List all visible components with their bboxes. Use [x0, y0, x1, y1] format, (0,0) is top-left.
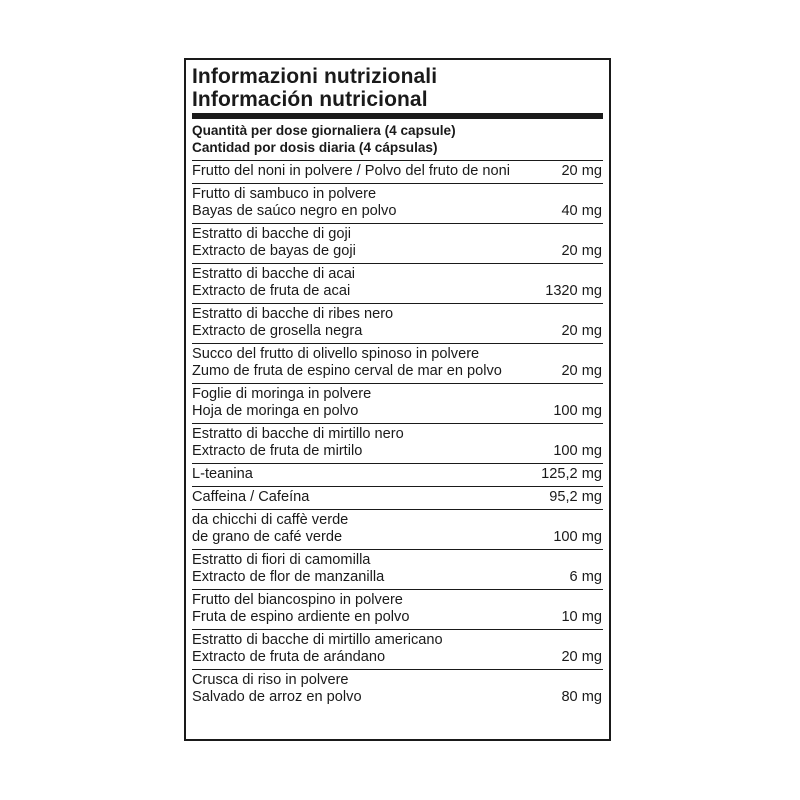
ingredient-names — [192, 672, 362, 706]
ingredient-name-spanish: Extracto de grosella negra — [192, 323, 363, 339]
ingredient-names — [192, 489, 309, 506]
ingredient-row — [192, 487, 603, 510]
ingredient-names — [192, 306, 393, 340]
ingredient-name-spanish: de grano de café verde — [192, 529, 343, 545]
ingredient-name-spanish: Fruta de espino ardiente en polvo — [192, 609, 410, 625]
ingredient-row — [192, 344, 603, 384]
ingredient-names — [192, 426, 404, 460]
ingredient-row — [192, 224, 603, 264]
serving-size-italian: Quantità per dose giornaliera (4 capsule) — [192, 123, 456, 138]
ingredient-name-italian: Estratto di bacche di acai — [192, 266, 356, 282]
ingredient-names — [192, 512, 348, 546]
ingredient-names — [192, 552, 384, 586]
ingredient-name-spanish: Extracto de bayas de goji — [192, 243, 356, 259]
ingredient-row — [192, 304, 603, 344]
nutrition-facts-panel — [184, 58, 611, 741]
ingredient-row — [192, 264, 603, 304]
ingredient-name-italian: Frutto del noni in polvere / Polvo del fruto de noni — [192, 163, 511, 179]
ingredient-amount: 100 mg — [553, 529, 602, 545]
ingredient-names — [192, 466, 253, 483]
ingredient-name-spanish: Salvado de arroz en polvo — [192, 689, 362, 705]
ingredient-amount: 100 mg — [553, 443, 602, 459]
ingredient-name-italian: Foglie di moringa in polvere — [192, 386, 372, 402]
ingredient-amount: 100 mg — [553, 403, 602, 419]
ingredient-amount: 80 mg — [561, 689, 602, 705]
ingredient-amount: 20 mg — [561, 243, 602, 259]
ingredient-name-spanish: Extracto de fruta de acai — [192, 283, 351, 299]
ingredient-row — [192, 384, 603, 424]
ingredient-amount: 40 mg — [561, 203, 602, 219]
ingredient-amount: 20 mg — [561, 649, 602, 665]
ingredient-name-italian: Estratto di bacche di mirtillo americano — [192, 632, 443, 648]
ingredient-name-italian: da chicchi di caffè verde — [192, 512, 349, 528]
panel-title-spanish: Información nutricional — [192, 88, 428, 111]
title-divider — [192, 113, 603, 119]
ingredient-name-italian: Caffeina / Cafeína — [192, 489, 310, 505]
ingredient-amount: 6 mg — [569, 569, 602, 585]
ingredient-row — [192, 630, 603, 670]
ingredient-row — [192, 424, 603, 464]
ingredient-list — [192, 161, 603, 709]
ingredient-names — [192, 592, 409, 626]
ingredient-amount: 20 mg — [561, 323, 602, 339]
ingredient-name-italian: Frutto del biancospino in polvere — [192, 592, 403, 608]
ingredient-amount: 1320 mg — [545, 283, 602, 299]
ingredient-amount: 95,2 mg — [549, 489, 602, 505]
ingredient-names — [192, 632, 443, 666]
ingredient-names — [192, 186, 396, 220]
serving-size — [192, 123, 603, 161]
ingredient-name-spanish: Hoja de moringa en polvo — [192, 403, 359, 419]
ingredient-row — [192, 670, 603, 709]
ingredient-name-spanish: Zumo de fruta de espino cerval de mar en polvo — [192, 363, 502, 379]
ingredient-row — [192, 590, 603, 630]
ingredient-names — [192, 163, 510, 180]
ingredient-amount: 20 mg — [561, 163, 602, 179]
ingredient-row — [192, 550, 603, 590]
ingredient-name-italian: L-teanina — [192, 466, 253, 482]
ingredient-name-spanish: Bayas de saúco negro en polvo — [192, 203, 397, 219]
ingredient-names — [192, 266, 355, 300]
ingredient-name-italian: Estratto di bacche di goji — [192, 226, 351, 242]
ingredient-name-italian: Crusca di riso in polvere — [192, 672, 349, 688]
ingredient-name-italian: Estratto di fiori di camomilla — [192, 552, 371, 568]
ingredient-names — [192, 226, 356, 260]
ingredient-amount: 10 mg — [561, 609, 602, 625]
ingredient-names — [192, 346, 502, 380]
ingredient-row — [192, 161, 603, 184]
ingredient-name-italian: Estratto di bacche di ribes nero — [192, 306, 394, 322]
ingredient-name-italian: Succo del frutto di olivello spinoso in polvere — [192, 346, 480, 362]
ingredient-name-italian: Estratto di bacche di mirtillo nero — [192, 426, 404, 442]
ingredient-name-spanish: Extracto de fruta de mirtilo — [192, 443, 363, 459]
panel-title-italian: Informazioni nutrizionali — [192, 65, 438, 88]
ingredient-name-spanish: Extracto de fruta de arándano — [192, 649, 386, 665]
ingredient-names — [192, 386, 371, 420]
ingredient-row — [192, 464, 603, 487]
ingredient-row — [192, 510, 603, 550]
ingredient-name-italian: Frutto di sambuco in polvere — [192, 186, 377, 202]
ingredient-amount: 125,2 mg — [541, 466, 602, 482]
ingredient-name-spanish: Extracto de flor de manzanilla — [192, 569, 385, 585]
ingredient-row — [192, 184, 603, 224]
ingredient-amount: 20 mg — [561, 363, 602, 379]
serving-size-spanish: Cantidad por dosis diaria (4 cápsulas) — [192, 139, 438, 155]
